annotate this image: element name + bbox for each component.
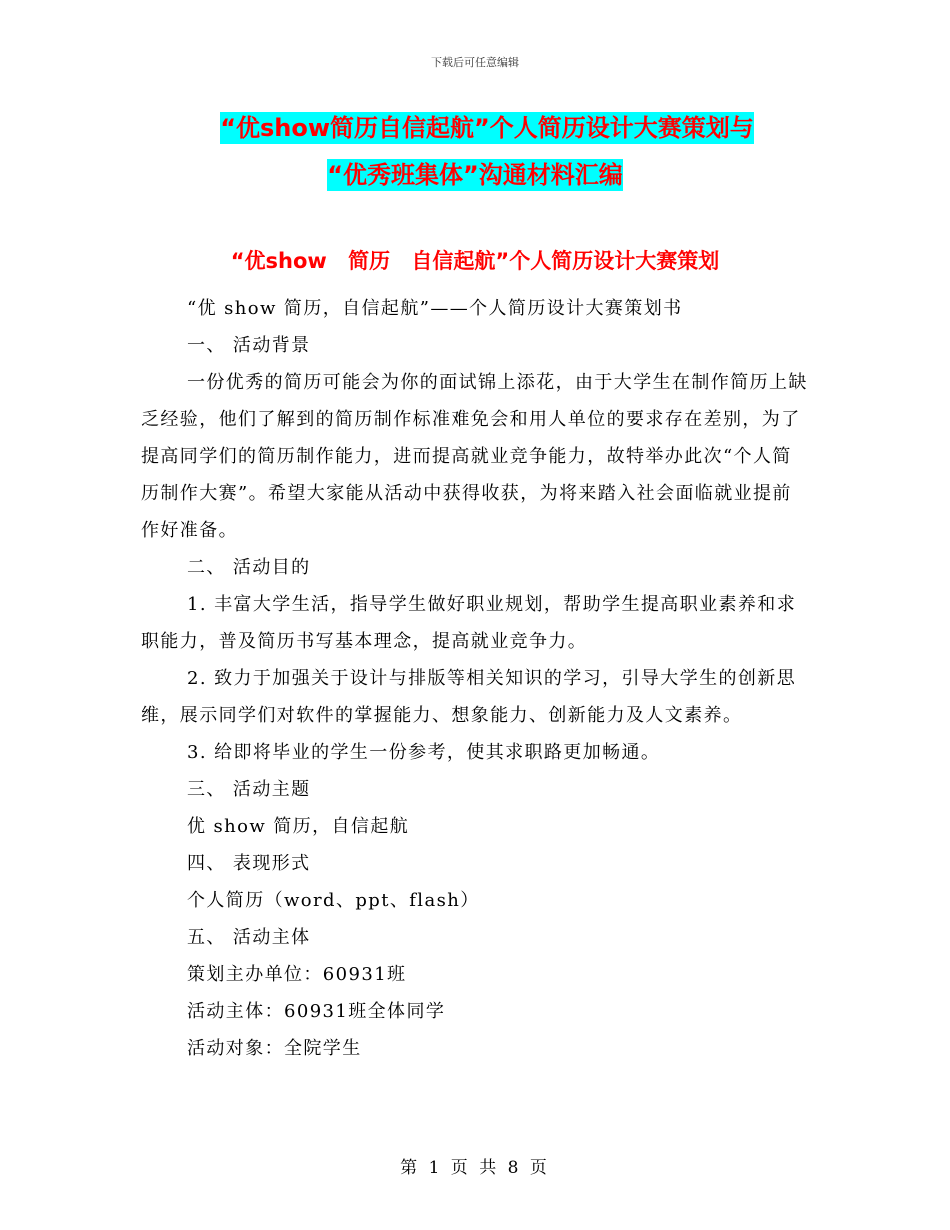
section-title: “优show 简历 自信起航”个人简历设计大赛策划 bbox=[230, 249, 720, 273]
heading-theme: 三、 活动主题 bbox=[187, 779, 311, 800]
document-body bbox=[141, 290, 811, 1067]
heading-purpose: 二、 活动目的 bbox=[187, 557, 311, 578]
paragraph-purpose-2: 2. 致力于加强关于设计与排版等相关知识的学习，引导大学生的创新思维，展示同学们对软件的掌握能力、想象能力、创新能力及人文素养。 bbox=[141, 668, 797, 726]
header-note: 下载后可任意编辑 bbox=[431, 56, 519, 69]
paragraph-purpose-1: 1. 丰富大学生活，指导学生做好职业规划，帮助学生提高职业素养和求职能力，普及简历书写基本理念，提高就业竞争力。 bbox=[141, 594, 797, 652]
document-title-text-2: “优秀班集体”沟通材料汇编 bbox=[327, 161, 623, 189]
page-footer: 第 1 页 共 8 页 bbox=[400, 1158, 550, 1178]
paragraph-purpose-3: 3. 给即将毕业的学生一份参考，使其求职路更加畅通。 bbox=[187, 742, 661, 763]
paragraph-theme: 优 show 简历，自信起航 bbox=[187, 816, 410, 837]
document-title-line-2 bbox=[0, 155, 950, 195]
paragraph-subtitle: “优 show 简历，自信起航”——个人简历设计大赛策划书 bbox=[187, 298, 683, 319]
paragraph-organizer: 策划主办单位：60931班 bbox=[187, 964, 407, 985]
paragraph-format: 个人简历（word、ppt、flash） bbox=[187, 890, 480, 911]
heading-format: 四、 表现形式 bbox=[187, 853, 311, 874]
paragraph-participants: 活动主体：60931班全体同学 bbox=[187, 1001, 446, 1022]
paragraph-audience: 活动对象：全院学生 bbox=[187, 1038, 362, 1059]
document-title-line-1 bbox=[0, 108, 950, 148]
paragraph-background: 一份优秀的简历可能会为你的面试锦上添花，由于大学生在制作简历上缺乏经验，他们了解到的简历制作标准难免会和用人单位的要求存在差别，为了提高同学们的简历制作能力，进而提高就业竞争能力，故特举办此次“个人简历制作大赛”。希望大家能从活动中获得收获，为将来踏入社会面临就业提前作好准备。 bbox=[141, 372, 808, 541]
document-title-text-1: “优show简历自信起航”个人简历设计大赛策划与 bbox=[220, 114, 754, 142]
heading-subject: 五、 活动主体 bbox=[187, 927, 311, 948]
heading-background: 一、 活动背景 bbox=[187, 335, 311, 356]
